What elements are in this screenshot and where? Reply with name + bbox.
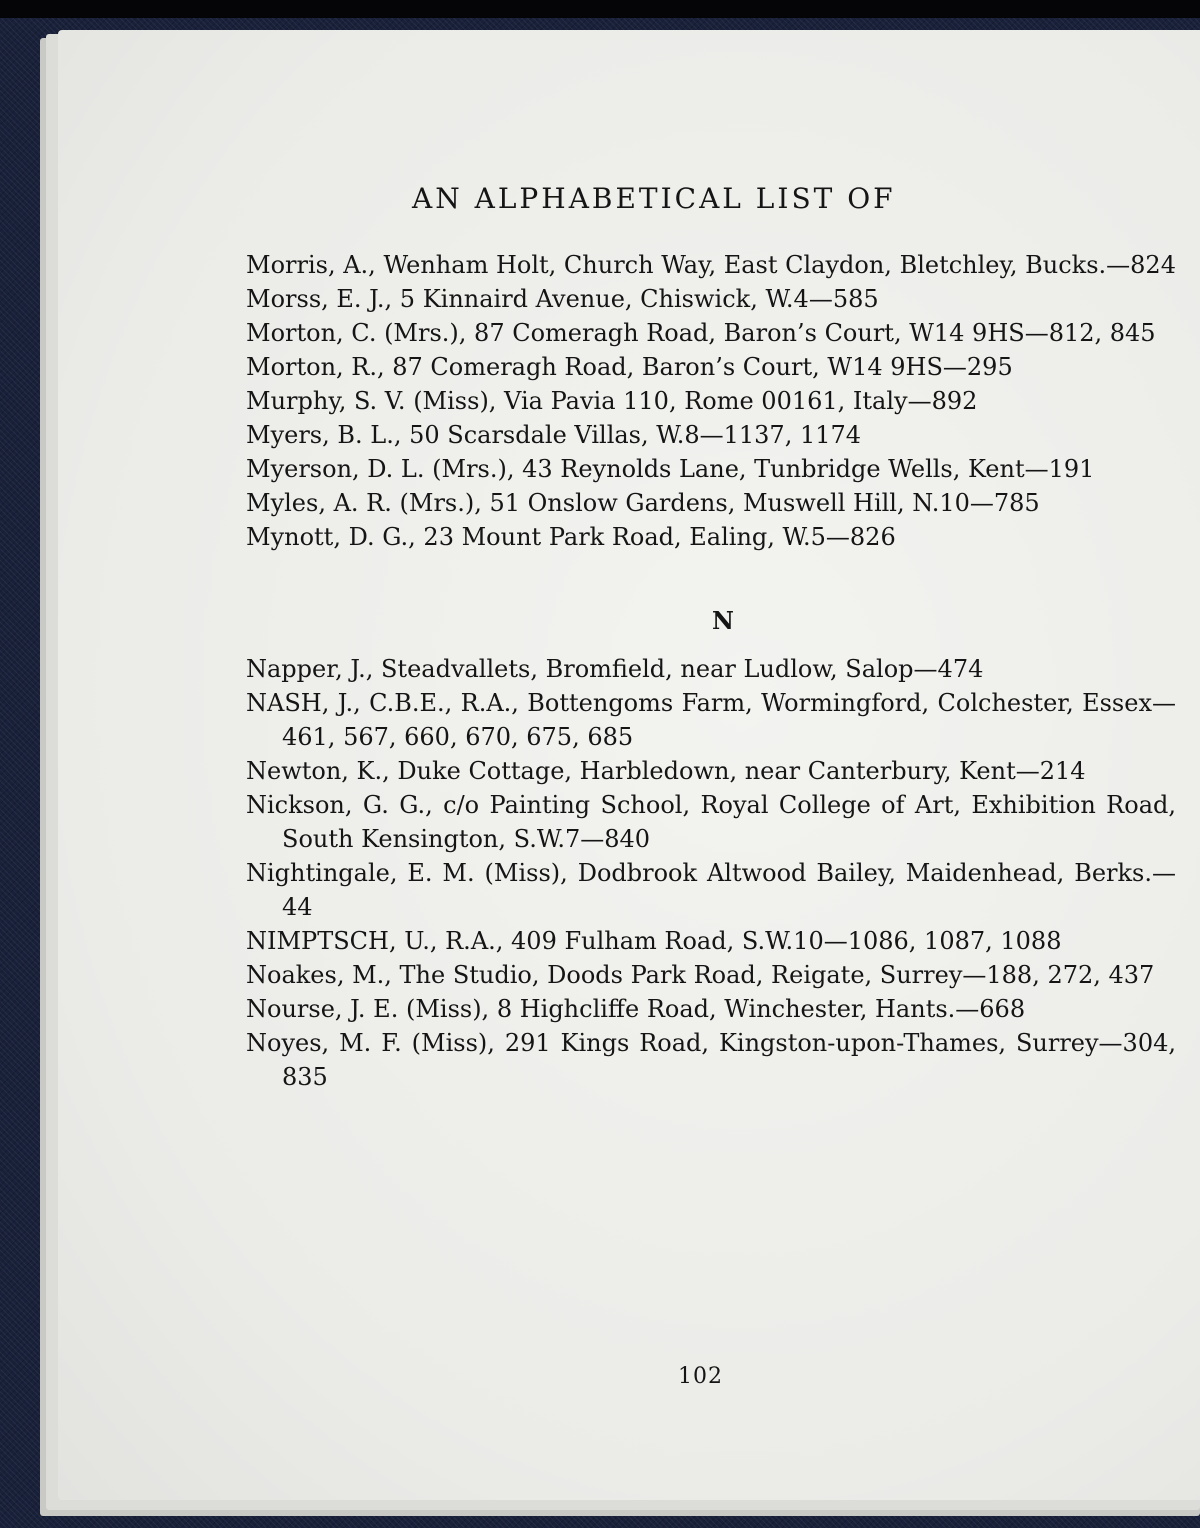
page-number: 102 bbox=[678, 1364, 723, 1389]
list-entry: Nourse, J. E. (Miss), 8 Highcliffe Road, Winchester, Hants.—668 bbox=[246, 995, 1026, 1023]
list-entry: Murphy, S. V. (Miss), Via Pavia 110, Rome 00161, Italy—892 bbox=[246, 387, 978, 415]
list-entry: Morris, A., Wenham Holt, Church Way, East Claydon, Bletchley, Bucks.—824 bbox=[246, 251, 1176, 279]
list-entry: Myles, A. R. (Mrs.), 51 Onslow Gardens, Muswell Hill, N.10—785 bbox=[246, 489, 1040, 517]
list-entry: Noakes, M., The Studio, Doods Park Road, Reigate, Surrey—188, 272, 437 bbox=[246, 961, 1155, 989]
book-page bbox=[58, 30, 1200, 1500]
entry-list bbox=[246, 248, 1176, 1094]
list-entry: Noyes, M. F. (Miss), 291 Kings Road, Kingston-upon-Thames, Surrey—304, 835 bbox=[246, 1029, 1176, 1091]
page-heading: AN ALPHABETICAL LIST OF bbox=[412, 182, 896, 215]
list-entry: Napper, J., Steadvallets, Bromfield, near Ludlow, Salop—474 bbox=[246, 655, 984, 683]
list-entry: Myerson, D. L. (Mrs.), 43 Reynolds Lane, Tunbridge Wells, Kent—191 bbox=[246, 455, 1095, 483]
list-entry: Morss, E. J., 5 Kinnaird Avenue, Chiswick, W.4—585 bbox=[246, 285, 879, 313]
list-entry: Nickson, G. G., c/o Painting School, Royal College of Art, Exhibition Road, South Kensington, S.W.7—840 bbox=[246, 791, 1176, 853]
list-entry: Newton, K., Duke Cottage, Harbledown, near Canterbury, Kent—214 bbox=[246, 757, 1086, 785]
list-entry: NIMPTSCH, U., R.A., 409 Fulham Road, S.W.10—1086, 1087, 1088 bbox=[246, 927, 1062, 955]
list-entry: Morton, R., 87 Comeragh Road, Baron’s Court, W14 9HS—295 bbox=[246, 353, 1013, 381]
section-letter-n: N bbox=[712, 606, 734, 635]
list-entry: NASH, J., C.B.E., R.A., Bottengoms Farm, Wormingford, Colchester, Essex—461, 567, 660, 670, 675, 685 bbox=[246, 689, 1176, 751]
list-entry: Morton, C. (Mrs.), 87 Comeragh Road, Baron’s Court, W14 9HS—812, 845 bbox=[246, 319, 1156, 347]
list-entry: Mynott, D. G., 23 Mount Park Road, Ealing, W.5—826 bbox=[246, 523, 896, 551]
list-entry: Myers, B. L., 50 Scarsdale Villas, W.8—1137, 1174 bbox=[246, 421, 862, 449]
list-entry: Nightingale, E. M. (Miss), Dodbrook Altwood Bailey, Maidenhead, Berks.—44 bbox=[246, 859, 1176, 921]
